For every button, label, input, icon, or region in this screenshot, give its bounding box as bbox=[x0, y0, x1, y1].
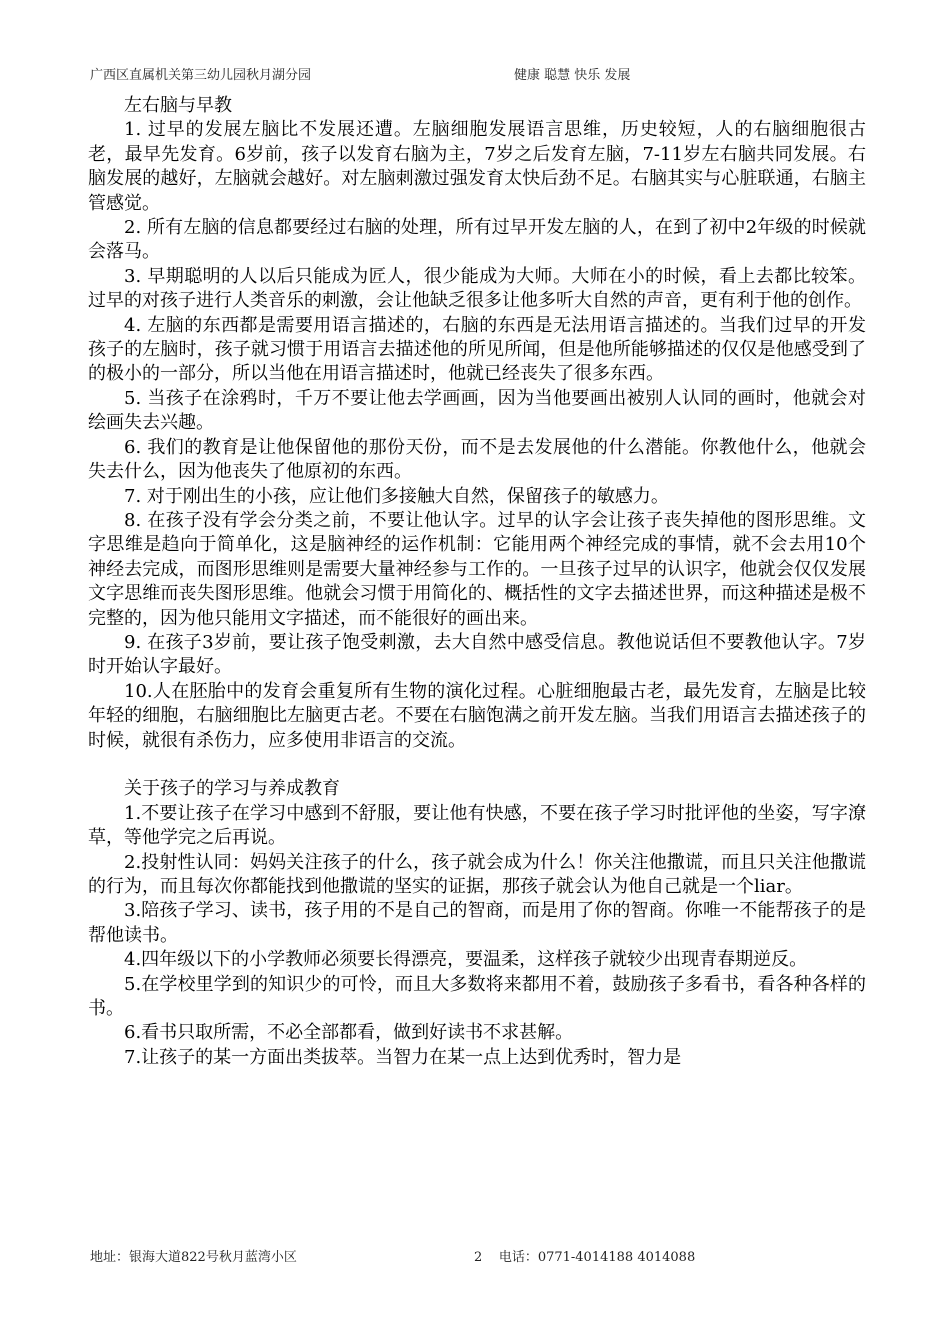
paragraph: 1. 过早的发展左脑比不发展还遭。左脑细胞发展语言思维，历史较短，人的右脑细胞很古老，最早先发育。6岁前，孩子以发育右脑为主，7岁之后发育左脑，7-11岁左右脑共同发展。右脑发展的越好，左脑就会越好。对左脑刺激过强发育太快后劲不足。右脑其实与心脏联通，右脑主管感觉。 bbox=[88, 119, 866, 214]
paragraph: 3. 早期聪明的人以后只能成为匠人，很少能成为大师。大师在小的时候，看上去都比较笨。过早的对孩子进行人类音乐的刺激，会让他缺乏很多让他多听大自然的声音，更有利于他的创作。 bbox=[88, 265, 866, 312]
paragraph: 6.看书只取所需，不必全部都看，做到好读书不求甚解。 bbox=[124, 1022, 574, 1044]
document-body bbox=[88, 94, 866, 1070]
section-spacer bbox=[88, 753, 866, 777]
paragraph: 5.在学校里学到的知识少的可怜，而且大多数将来都用不着，鼓励孩子多看书，看各种各样的书。 bbox=[88, 973, 866, 1020]
paragraph: 10.人在胚胎中的发育会重复所有生物的演化过程。心脏细胞最古老，最先发育，左脑是比较年轻的细胞，右脑细胞比左脑更古老。不要在右脑饱满之前开发左脑。当我们用语言去描述孩子的时候，就很有杀伤力，应多使用非语言的交流。 bbox=[88, 680, 866, 751]
paragraph: 7.让孩子的某一方面出类拔萃。当智力在某一点上达到优秀时，智力是 bbox=[124, 1046, 682, 1068]
section-learning-paragraphs bbox=[88, 802, 866, 1070]
paragraph: 4.四年级以下的小学教师必须要长得漂亮，要温柔，这样孩子就较少出现青春期逆反。 bbox=[124, 949, 808, 971]
section-title-brain: 左右脑与早教 bbox=[124, 95, 232, 116]
paragraph: 7. 对于刚出生的小孩，应让他们多接触大自然，保留孩子的敏感力。 bbox=[124, 485, 669, 507]
paragraph: 8. 在孩子没有学会分类之前，不要让他认字。过早的认字会让孩子丧失掉他的图形思维。文字思维是趋向于简单化，这是脑神经的运作机制：它能用两个神经完成的事情，就不会去用10个神经去完成，而图形思维则是需要大量神经参与工作的。一旦孩子过早的认识字，他就会仅仅发展文字思维而丧失图形思维。他就会习惯于用简化的、概括性的文字去描述世界，而这种描述是极不完整的，因为他只能用文字描述，而不能很好的画出来。 bbox=[88, 509, 866, 629]
footer-address: 地址：银海大道822号秋月蓝湾小区 bbox=[90, 1250, 297, 1265]
paragraph: 9. 在孩子3岁前，要让孩子饱受刺激，去大自然中感受信息。教他说话但不要教他认字。7岁时开始认字最好。 bbox=[88, 631, 866, 678]
paragraph: 4. 左脑的东西都是需要用语言描述的，右脑的东西是无法用语言描述的。当我们过早的开发孩子的左脑时，孩子就习惯于用语言去描述他的所见所闻，但是他所能够描述的仅仅是他感受到了的极小的一部分，所以当他在用语言描述时，他就已经丧失了很多东西。 bbox=[88, 314, 866, 385]
paragraph: 6. 我们的教育是让他保留他的那份天份，而不是去发展他的什么潜能。你教他什么，他就会失去什么，因为他丧失了他原初的东西。 bbox=[88, 436, 866, 483]
header-motto: 健康 聪慧 快乐 发展 bbox=[514, 68, 631, 83]
paragraph: 1.不要让孩子在学习中感到不舒服，要让他有快感，不要在孩子学习时批评他的坐姿，写字潦草，等他学完之后再说。 bbox=[88, 802, 866, 849]
section-brain-paragraphs bbox=[88, 118, 866, 753]
paragraph: 2.投射性认同：妈妈关注孩子的什么，孩子就会成为什么！你关注他撒谎，而且只关注他撒谎的行为，而且每次你都能找到他撒谎的坚实的证据，那孩子就会认为他自己就是一个liar。 bbox=[88, 851, 866, 897]
paragraph: 3.陪孩子学习、读书，孩子用的不是自己的智商，而是用了你的智商。你唯一不能帮孩子的是帮他读书。 bbox=[88, 900, 866, 946]
section-title-learning: 关于孩子的学习与养成教育 bbox=[124, 778, 340, 800]
paragraph: 2. 所有左脑的信息都要经过右脑的处理，所有过早开发左脑的人，在到了初中2年级的时候就会落马。 bbox=[88, 217, 866, 263]
paragraph: 5. 当孩子在涂鸦时，千万不要让他去学画画，因为当他要画出被别人认同的画时，他就会对绘画失去兴趣。 bbox=[88, 387, 866, 434]
page-number: 2 bbox=[474, 1250, 483, 1265]
footer-phone: 电话：0771-4014188 4014088 bbox=[498, 1250, 696, 1265]
footer-page-and-phone bbox=[474, 1246, 695, 1265]
header-organization: 广西区直属机关第三幼儿园秋月湖分园 bbox=[90, 68, 312, 83]
